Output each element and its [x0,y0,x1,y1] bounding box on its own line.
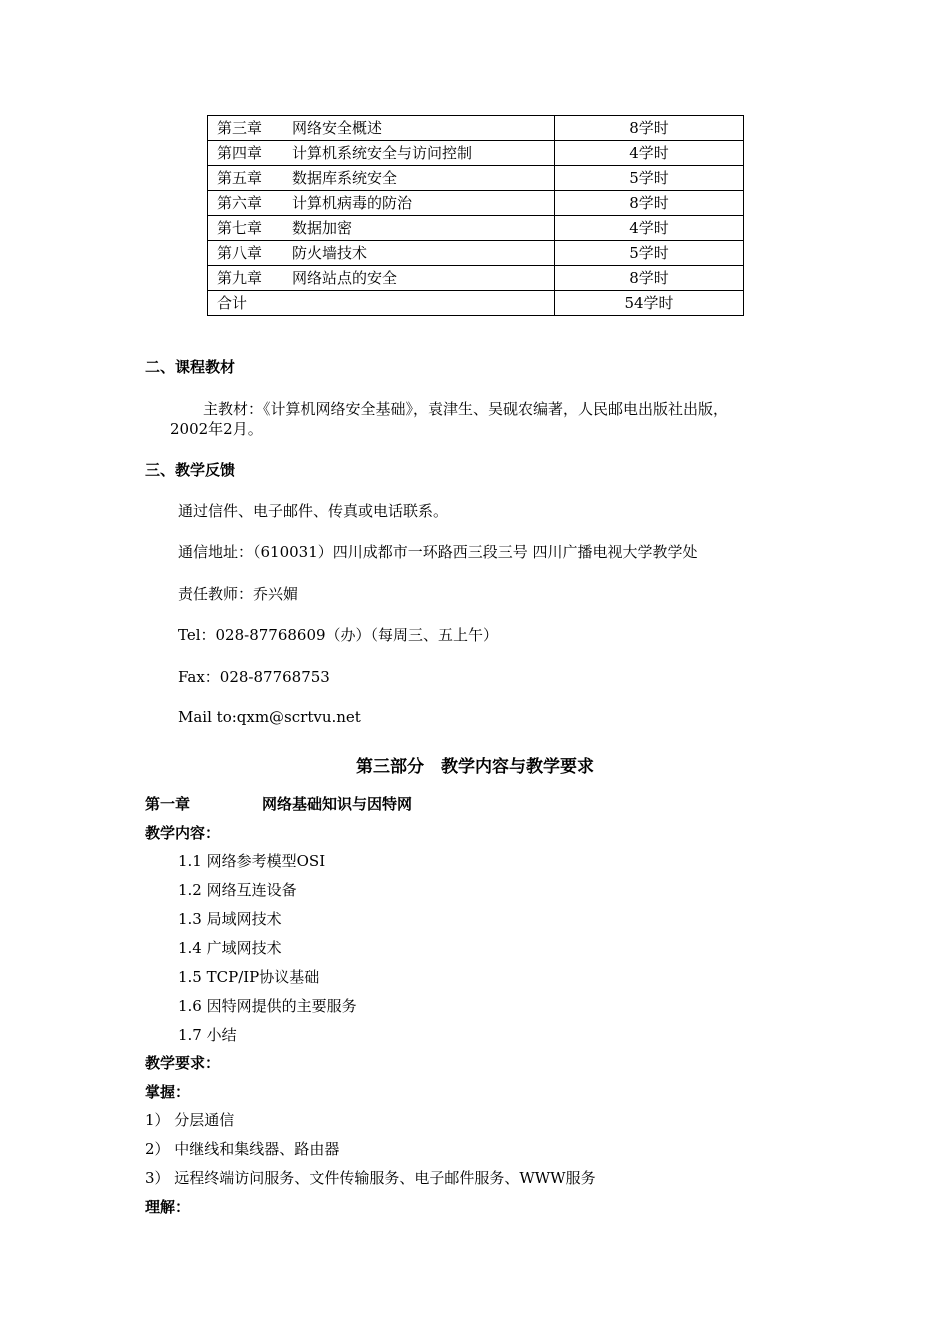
list-item: 1.3 局域网技术 [178,910,282,928]
requirements-heading: 教学要求： [145,1054,221,1072]
chapter-cell [208,216,555,241]
table-row [208,116,744,141]
chapter-name: 计算机系统安全与访问控制 [292,144,473,162]
contact-intro: 通过信件、电子邮件、传真或电话联系。 [178,502,449,520]
content-heading: 教学内容： [145,824,221,842]
chapter-name: 计算机病毒的防治 [292,194,413,212]
chapter-name: 防火墙技术 [292,244,368,262]
list-item: 1.4 广域网技术 [178,939,282,957]
chapter-name: 网络站点的安全 [292,269,398,287]
hours-cell: 4学时 [555,216,744,241]
textbook-line-2: 2002年2月。 [170,420,263,438]
chapter-number: 第六章 [217,194,263,212]
table-row [208,266,744,291]
textbook-line-1: 主教材：《计算机网络安全基础》，袁津生、吴砚农编著，人民邮电出版社出版， [203,400,729,418]
hours-cell: 5学时 [555,241,744,266]
chapter-cell [208,266,555,291]
hours-cell: 8学时 [555,191,744,216]
list-item: 3） 远程终端访问服务、文件传输服务、电子邮件服务、WWW服务 [145,1169,596,1187]
table-row [208,216,744,241]
hours-cell: 5学时 [555,166,744,191]
chapter-number: 第七章 [217,219,263,237]
part-title: 第三部分 教学内容与教学要求 [356,757,594,777]
total-label: 合计 [208,291,555,316]
list-item: 2） 中继线和集线器、路由器 [145,1140,340,1158]
mailing-address: 通信地址：（610031）四川成都市一环路西三段三号 四川广播电视大学教学处 [178,543,698,561]
chapter-name: 数据库系统安全 [292,169,398,187]
section-heading-feedback: 三、教学反馈 [145,461,236,479]
chapter-cell [208,191,555,216]
chapter-number: 第三章 [217,119,263,137]
total-hours: 54学时 [555,291,744,316]
hours-cell: 8学时 [555,266,744,291]
master-heading: 掌握： [145,1083,191,1101]
course-hours-table [207,115,744,316]
chapter-number: 第八章 [217,244,263,262]
list-item: 1.1 网络参考模型OSI [178,852,326,870]
list-item: 1.2 网络互连设备 [178,881,297,899]
list-item: 1.6 因特网提供的主要服务 [178,997,357,1015]
section-heading-textbook: 二、课程教材 [145,358,236,376]
understand-heading: 理解： [145,1198,191,1216]
list-item: 1） 分层通信 [145,1111,235,1129]
table-row [208,241,744,266]
fax-number: Fax：028-87768753 [178,668,330,686]
chapter-label: 第一章 [145,795,191,813]
list-item: 1.7 小结 [178,1026,237,1044]
chapter-cell [208,116,555,141]
chapter-number: 第五章 [217,169,263,187]
telephone: Tel：028-87768609（办）（每周三、五上午） [178,626,499,644]
table-row [208,141,744,166]
table-row [208,166,744,191]
chapter-cell [208,166,555,191]
chapter-cell [208,241,555,266]
table-total-row [208,291,744,316]
chapter-number: 第九章 [217,269,263,287]
table-row [208,191,744,216]
hours-cell: 4学时 [555,141,744,166]
list-item: 1.5 TCP/IP协议基础 [178,968,320,986]
chapter-cell [208,141,555,166]
chapter-name: 网络安全概述 [292,119,383,137]
email-address: Mail to:qxm@scrtvu.net [178,708,361,726]
hours-cell: 8学时 [555,116,744,141]
chapter-title: 网络基础知识与因特网 [262,795,413,813]
responsible-teacher: 责任教师：乔兴媚 [178,585,299,603]
chapter-number: 第四章 [217,144,263,162]
chapter-name: 数据加密 [292,219,353,237]
